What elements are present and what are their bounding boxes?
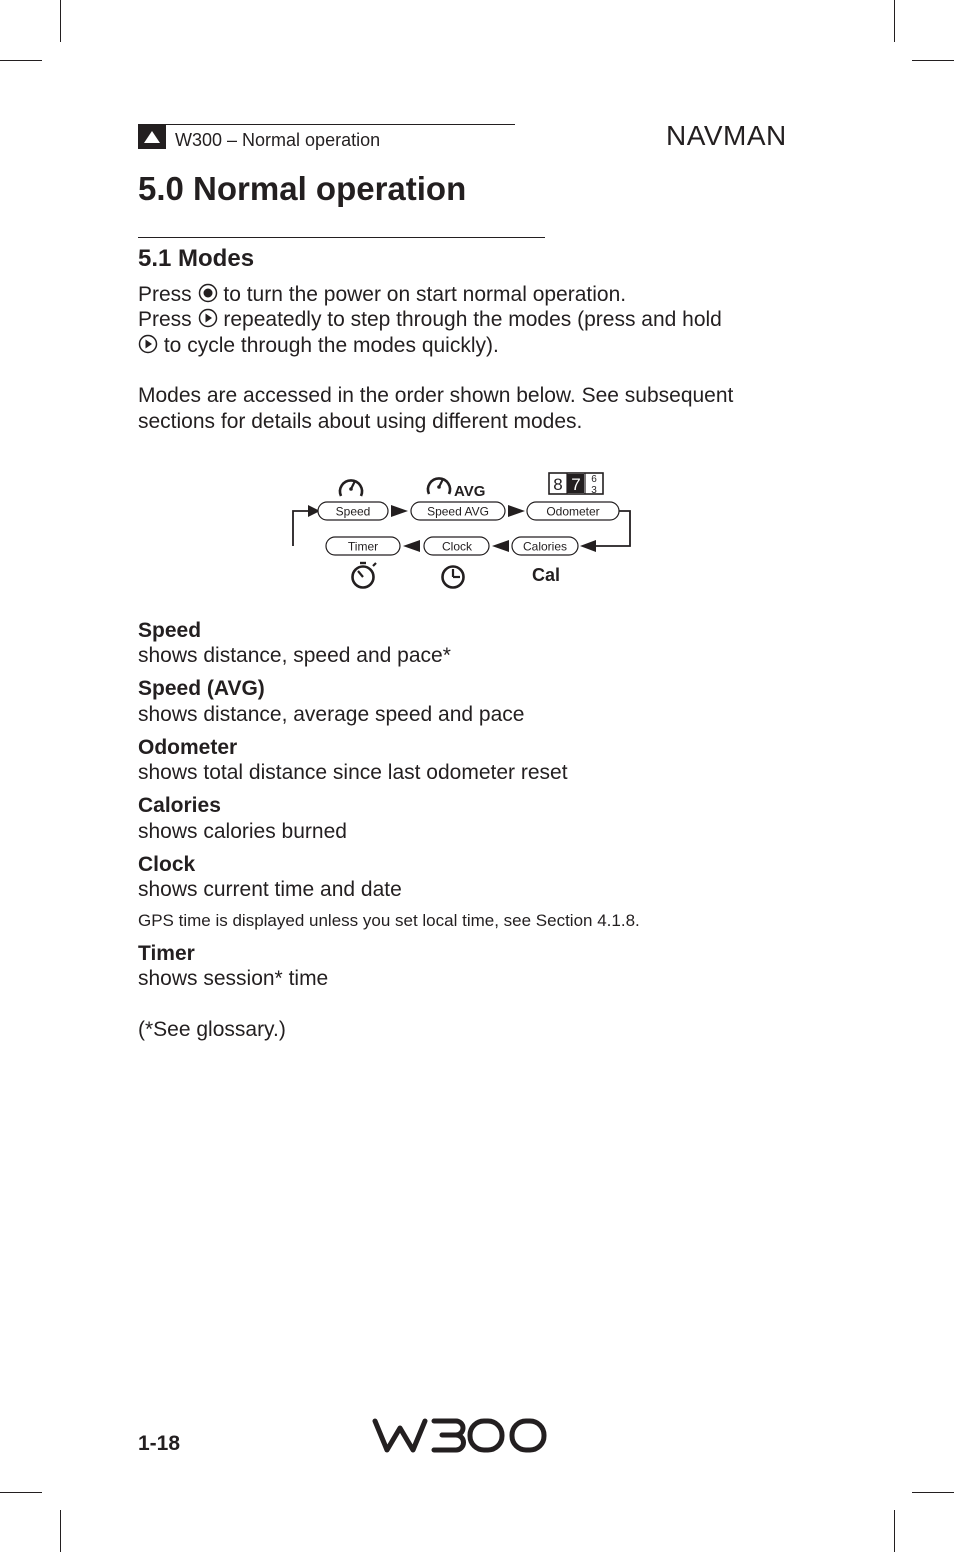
brand-name: NAVMAN: [666, 120, 787, 151]
svg-text:8: 8: [553, 475, 563, 494]
mode-title-clock: Clock: [138, 853, 196, 876]
mode-title-speed-avg: Speed (AVG): [138, 677, 265, 700]
crop-mark: [0, 60, 42, 61]
mode-label-speed-avg: Speed AVG: [427, 504, 489, 519]
mode-desc-calories: shows calories burned: [138, 820, 347, 843]
section-tab-icon: [138, 124, 166, 149]
mode-label-odometer: Odometer: [546, 504, 600, 519]
crop-mark: [60, 0, 61, 42]
title-rule: [138, 237, 545, 238]
crop-mark: [894, 1510, 895, 1552]
cal-label: Cal: [531, 565, 561, 585]
mode-cycle-diagram: [280, 465, 640, 595]
mode-desc-odometer: shows total distance since last odometer reset: [138, 761, 568, 784]
next-button-icon: [198, 308, 218, 335]
loop-connector-left: [293, 511, 315, 546]
odometer-digits-icon: [549, 473, 603, 496]
mode-note-clock: GPS time is displayed unless you set local time, see Section 4.1.8.: [138, 911, 640, 930]
mode-label-timer: Timer: [347, 539, 379, 554]
crop-mark: [894, 0, 895, 42]
page-number: 1-18: [138, 1432, 181, 1455]
page-title: 5.0 Normal operation: [138, 170, 467, 207]
speedometer-icon: [340, 480, 362, 496]
mode-label-calories: Calories: [522, 539, 568, 554]
section-header: W300 – Normal operation: [175, 130, 381, 150]
svg-text:7: 7: [571, 475, 581, 494]
crop-mark: [912, 1492, 954, 1493]
next-button-icon: [138, 334, 158, 361]
order-text-2: sections for details about using different modes.: [138, 410, 583, 433]
mode-desc-speed: shows distance, speed and pace*: [138, 644, 451, 667]
mode-title-speed: Speed: [138, 619, 202, 642]
speedometer-avg-icon: [428, 478, 450, 494]
arrow-right-icon: [391, 505, 408, 517]
mode-desc-clock: shows current time and date: [138, 878, 402, 901]
glossary-note: (*See glossary.): [138, 1018, 286, 1041]
crop-mark: [60, 1510, 61, 1552]
order-text-1: Modes are accessed in the order shown below. See subsequent: [138, 384, 734, 407]
mode-title-calories: Calories: [138, 794, 221, 817]
stopwatch-icon: [353, 563, 377, 588]
crop-mark: [912, 60, 954, 61]
header-rule: [138, 124, 515, 125]
mode-title-odometer: Odometer: [138, 736, 238, 759]
subsection-title: 5.1 Modes: [138, 245, 255, 272]
arrow-left-icon: [492, 540, 509, 552]
crop-mark: [0, 1492, 42, 1493]
avg-label: AVG: [454, 483, 486, 500]
arrow-left-icon: [403, 540, 420, 552]
mode-label-speed: Speed: [335, 504, 371, 519]
power-button-icon: [198, 283, 218, 310]
svg-text:6: 6: [591, 474, 597, 485]
w300-logo: [372, 1412, 548, 1463]
arrow-right-icon: [508, 505, 525, 517]
mode-desc-speed-avg: shows distance, average speed and pace: [138, 703, 525, 726]
intro-line-2: Press repeatedly to step through the modes (press and hold: [138, 307, 722, 335]
clock-icon: [443, 567, 464, 588]
intro-line-1: Press to turn the power on start normal operation.: [138, 282, 626, 310]
mode-label-clock: Clock: [441, 539, 473, 554]
mode-desc-timer: shows session* time: [138, 967, 329, 990]
svg-text:3: 3: [591, 485, 597, 496]
intro-line-3: to cycle through the modes quickly).: [138, 333, 499, 361]
mode-title-timer: Timer: [138, 942, 195, 965]
arrow-left-icon: [580, 540, 596, 552]
